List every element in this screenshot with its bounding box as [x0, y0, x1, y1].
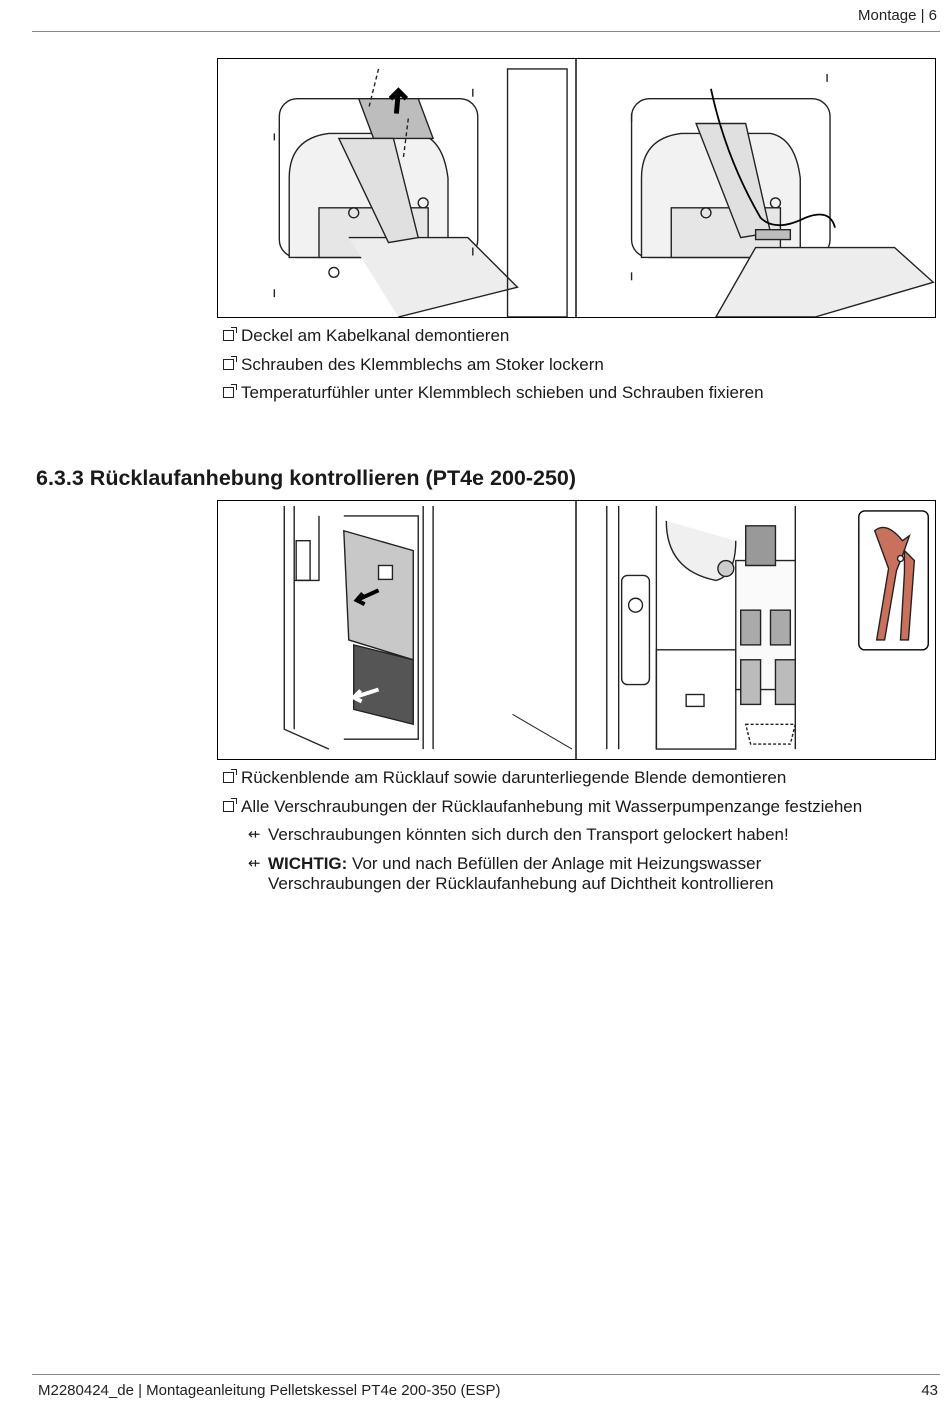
steps-list-2 — [222, 768, 862, 902]
footer-divider — [32, 1374, 940, 1375]
checkbox-icon — [223, 330, 234, 341]
stoker-sensor-illustration — [218, 59, 935, 317]
page-number: 43 — [921, 1382, 938, 1399]
footer-document-title: M2280424_de | Montageanleitung Pelletskessel PT4e 200-350 (ESP) — [38, 1382, 501, 1399]
step-item: Alle Verschraubungen der Rücklaufanhebung mit Wasserpumpenzange festziehen — [222, 797, 862, 817]
result-item: ⇷ Verschraubungen könnten sich durch den Transport gelockert haben! — [248, 825, 789, 844]
figure-return-flow — [217, 500, 936, 760]
header-divider — [32, 31, 940, 32]
result-arrow-icon: ⇷ — [248, 826, 261, 843]
important-label: WICHTIG: — [268, 853, 348, 873]
step-item: Temperaturfühler unter Klemmblech schieben und Schrauben fixieren — [222, 383, 764, 403]
step-item: Deckel am Kabelkanal demontieren — [222, 326, 764, 346]
checkbox-icon — [223, 772, 234, 783]
figure-stoker-sensor — [217, 58, 936, 318]
step-item: Schrauben des Klemmblechs am Stoker lockern — [222, 355, 764, 375]
result-item-important: ⇷ WICHTIG: Vor und nach Befüllen der Anlage mit Heizungswasser Verschraubungen der Rücklaufanhebung auf Dichtheit kontrollieren — [248, 853, 774, 893]
section-heading: 6.3.3 Rücklaufanhebung kontrollieren (PT4e 200-250) — [36, 466, 577, 490]
running-header: Montage | 6 — [858, 7, 937, 24]
result-arrow-icon: ⇷ — [248, 854, 261, 872]
checkbox-icon — [223, 387, 234, 398]
checkbox-icon — [223, 359, 234, 370]
steps-list-1 — [222, 326, 764, 412]
return-flow-illustration — [218, 501, 935, 759]
checkbox-icon — [223, 801, 234, 812]
step-item: Rückenblende am Rücklauf sowie darunterliegende Blende demontieren — [222, 768, 862, 788]
